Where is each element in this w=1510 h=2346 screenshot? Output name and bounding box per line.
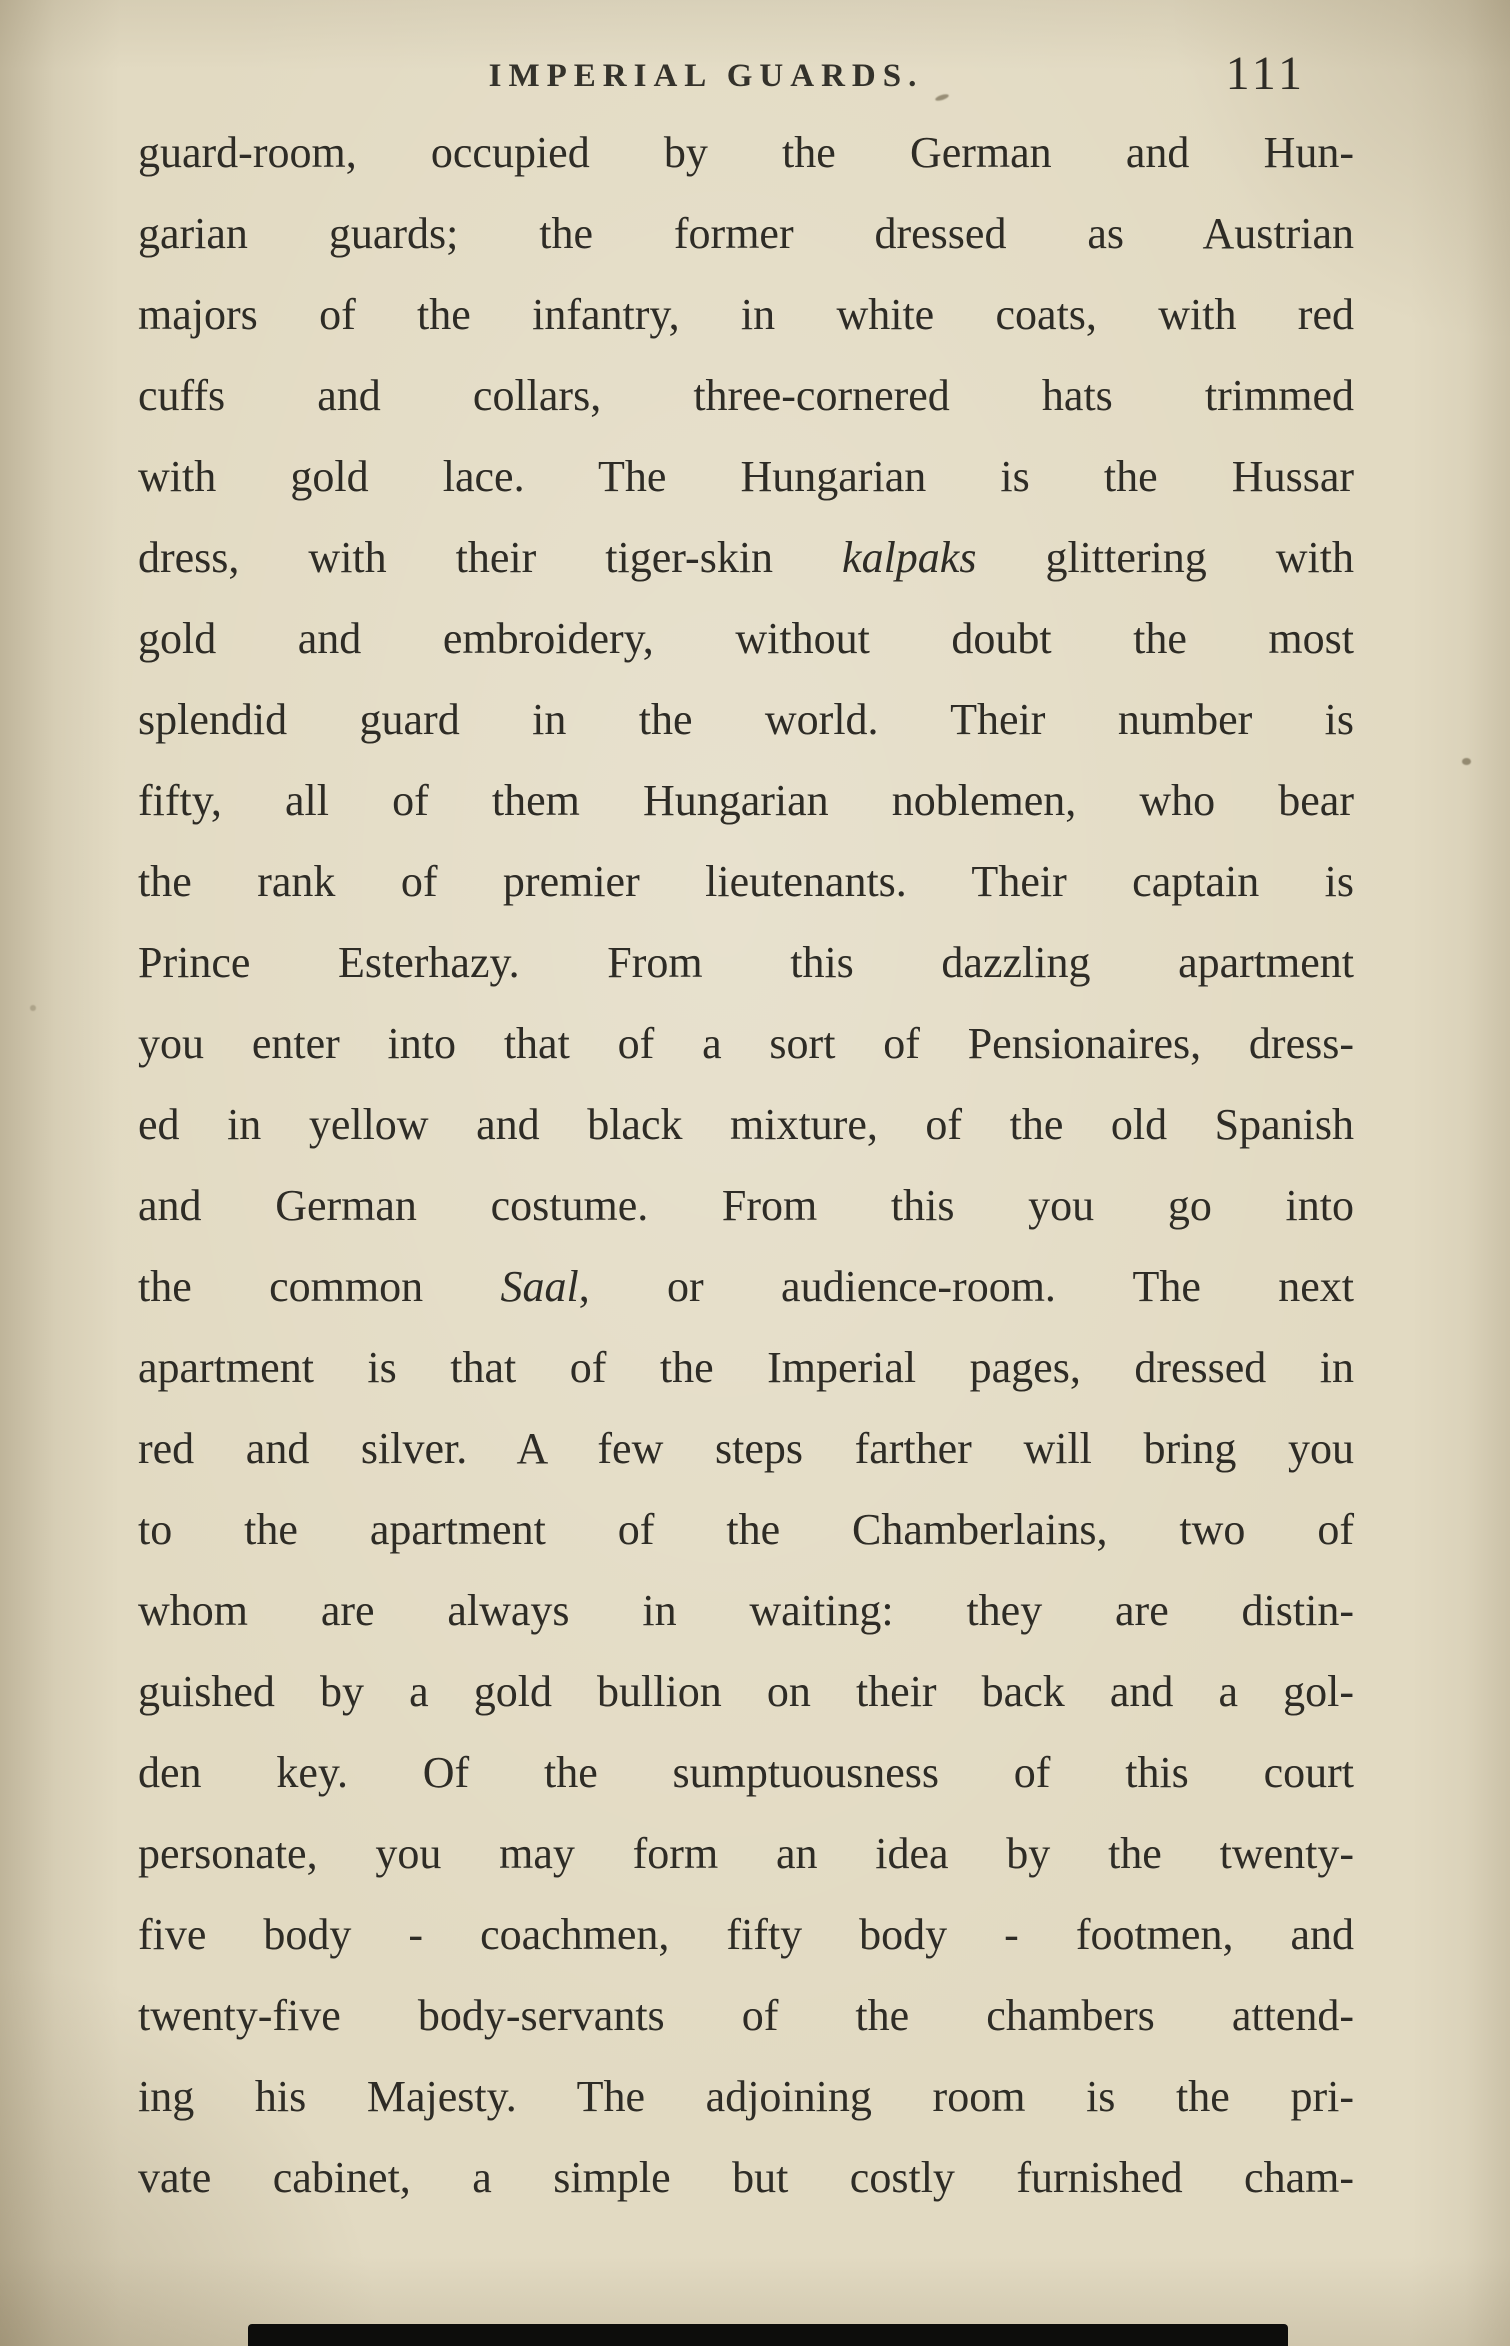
text-line bbox=[138, 1003, 1354, 1084]
text-segment: ing his Majesty. The adjoining room is the pri- bbox=[138, 2072, 1354, 2121]
text-line bbox=[138, 1894, 1354, 1975]
text-segment: and German costume. From this you go into bbox=[138, 1181, 1354, 1230]
text-segment: with gold lace. The Hungarian is the Hussar bbox=[138, 452, 1354, 501]
text-segment: apartment is that of the Imperial pages, dressed in bbox=[138, 1343, 1354, 1392]
text-segment: whom are always in waiting: they are distin- bbox=[138, 1586, 1354, 1635]
text-segment: Prince Esterhazy. From this dazzling apartment bbox=[138, 938, 1354, 987]
text-line bbox=[138, 1813, 1354, 1894]
text-line bbox=[138, 760, 1354, 841]
text-line bbox=[138, 355, 1354, 436]
page-header bbox=[138, 47, 1354, 120]
text-line bbox=[138, 2056, 1354, 2137]
text-line bbox=[138, 1975, 1354, 2056]
text-line bbox=[138, 841, 1354, 922]
text-line bbox=[138, 1489, 1354, 1570]
text-segment: den key. Of the sumptuousness of this court bbox=[138, 1748, 1354, 1797]
text-segment: , or audience-room. The next bbox=[578, 1262, 1355, 1311]
text-segment: five body - coachmen, fifty body - footmen, and bbox=[138, 1910, 1354, 1959]
text-line bbox=[138, 1165, 1354, 1246]
scan-dark-bar bbox=[248, 2324, 1288, 2346]
text-line bbox=[138, 1327, 1354, 1408]
text-segment: gold and embroidery, without doubt the most bbox=[138, 614, 1354, 663]
text-segment: you enter into that of a sort of Pensionaires, dress- bbox=[138, 1019, 1354, 1068]
text-line bbox=[138, 193, 1354, 274]
text-segment: twenty-five body-servants of the chambers attend- bbox=[138, 1991, 1354, 2040]
text-line bbox=[138, 1408, 1354, 1489]
text-line bbox=[138, 112, 1354, 193]
text-line bbox=[138, 598, 1354, 679]
text-line bbox=[138, 274, 1354, 355]
text-segment: fifty, all of them Hungarian noblemen, who bear bbox=[138, 776, 1354, 825]
text-segment: garian guards; the former dressed as Austrian bbox=[138, 209, 1354, 258]
text-segment: the rank of premier lieutenants. Their captain is bbox=[138, 857, 1354, 906]
text-line bbox=[138, 1246, 1354, 1327]
running-title: IMPERIAL GUARDS. bbox=[488, 58, 924, 94]
text-segment: vate cabinet, a simple but costly furnished cham- bbox=[138, 2153, 1354, 2202]
text-segment: guished by a gold bullion on their back and a gol- bbox=[138, 1667, 1354, 1716]
paper-speck bbox=[1462, 758, 1471, 765]
text-segment: glittering with bbox=[976, 533, 1354, 582]
text-segment: majors of the infantry, in white coats, with red bbox=[138, 290, 1354, 339]
text-segment: splendid guard in the world. Their number is bbox=[138, 695, 1354, 744]
paper-speck bbox=[30, 1005, 36, 1011]
text-line bbox=[138, 1084, 1354, 1165]
text-segment: cuffs and collars, three-cornered hats trimmed bbox=[138, 371, 1354, 420]
text-line bbox=[138, 1651, 1354, 1732]
text-segment: ed in yellow and black mixture, of the old Spanish bbox=[138, 1100, 1354, 1149]
page-number: 111 bbox=[1225, 47, 1306, 100]
text-segment: personate, you may form an idea by the twenty- bbox=[138, 1829, 1354, 1878]
text-line bbox=[138, 436, 1354, 517]
text-segment: red and silver. A few steps farther will bring you bbox=[138, 1424, 1354, 1473]
text-line bbox=[138, 1732, 1354, 1813]
text-line bbox=[138, 922, 1354, 1003]
text-segment: guard-room, occupied by the German and Hun- bbox=[138, 128, 1354, 177]
italic-text-segment: kalpaks bbox=[842, 533, 977, 582]
text-line bbox=[138, 2137, 1354, 2218]
italic-text-segment: Saal bbox=[500, 1262, 579, 1311]
text-line bbox=[138, 517, 1354, 598]
page-body bbox=[138, 112, 1354, 2218]
text-segment: the common bbox=[138, 1262, 501, 1311]
text-segment: dress, with their tiger-skin bbox=[138, 533, 843, 582]
text-line bbox=[138, 679, 1354, 760]
text-segment: to the apartment of the Chamberlains, two of bbox=[138, 1505, 1354, 1554]
text-line bbox=[138, 1570, 1354, 1651]
